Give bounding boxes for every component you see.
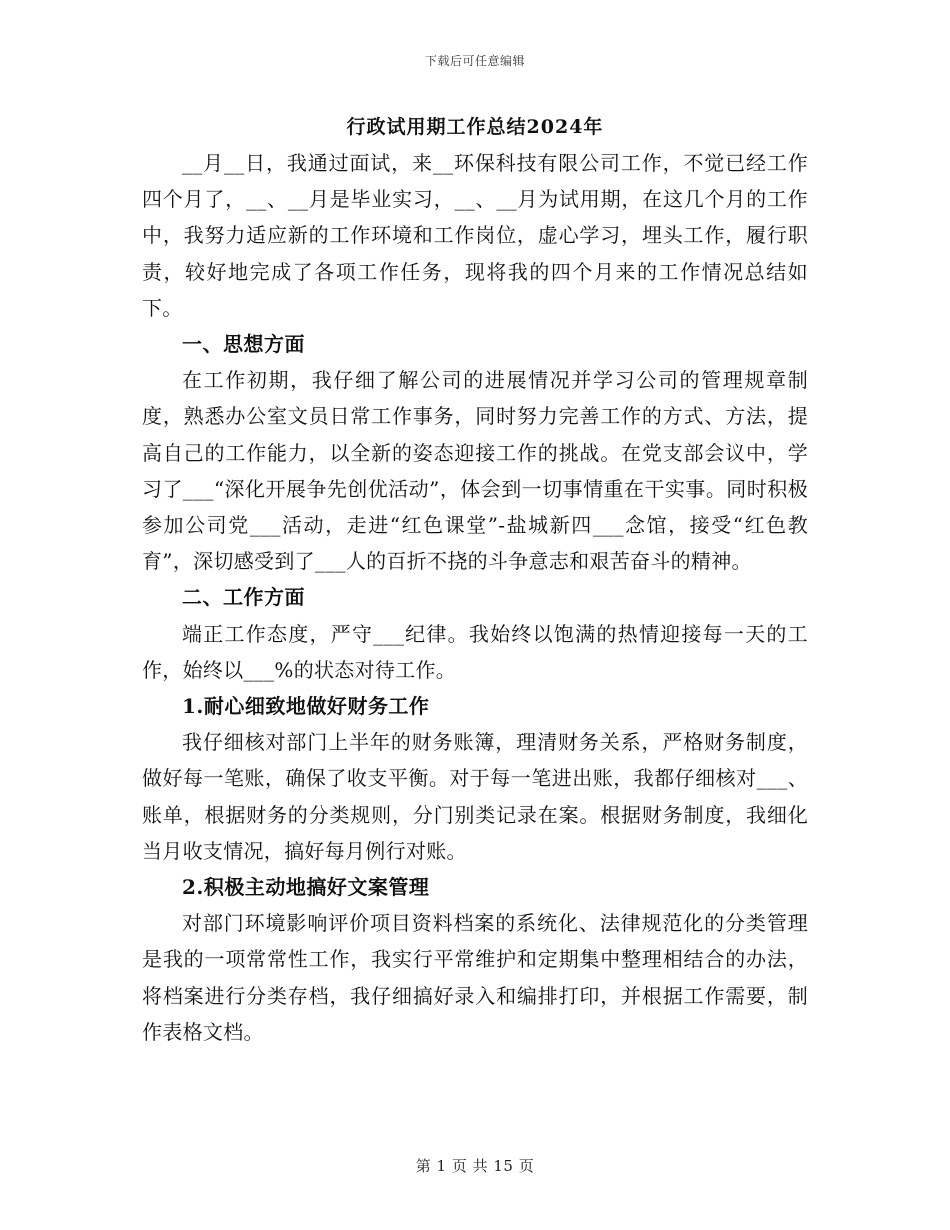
header-note: 下载后可任意编辑 [424,54,525,68]
document-body [142,145,808,1050]
section-heading-thought: 一、思想方面 [182,332,305,357]
document-title: 行政试用期工作总结2024年 [346,116,604,138]
page-number-footer: 第 1 页 共 15 页 [415,1157,535,1175]
subsection-paragraph-archive: 对部门环境影响评价项目资料档案的系统化、法律规范化的分类管理是我的一项常常性工作，我实行平常维护和定期集中整理相结合的办法，将档案进行分类存档，我仔细搞好录入和编排打印，并根据工作需要，制作表格文档。 [142,911,808,1044]
subsection-paragraph-finance: 我仔细核对部门上半年的财务账簿，理清财务关系，严格财务制度，做好每一笔账，确保了收支平衡。对于每一笔进出账，我都仔细核对___、账单，根据财务的分类规则，分门别类记录在案。根据财务制度，我细化当月收支情况，搞好每月例行对账。 [142,730,808,863]
subsection-heading-finance: 1.耐心细致地做好财务工作 [182,694,430,719]
intro-paragraph: __月__日，我通过面试，来__环保科技有限公司工作，不觉已经工作四个月了，__、__月是毕业实习，__、__月为试用期，在这几个月的工作中，我努力适应新的工作环境和工作岗位，虚心学习，埋头工作，履行职责，较好地完成了各项工作任务，现将我的四个月来的工作情况总结如下。 [142,151,808,320]
section-paragraph-thought: 在工作初期，我仔细了解公司的进展情况并学习公司的管理规章制度，熟悉办公室文员日常工作事务，同时努力完善工作的方式、方法，提高自己的工作能力，以全新的姿态迎接工作的挑战。在党支部会议中，学习了___“深化开展争先创优活动”，体会到一切事情重在干实事。同时积极参加公司党___活动，走进“红色课堂”-盐城新四___念馆，接受“红色教育”，深切感受到了___人的百折不挠的斗争意志和艰苦奋斗的精神。 [142,368,808,574]
section-paragraph-work: 端正工作态度，严守___纪律。我始终以饱满的热情迎接每一天的工作，始终以___%的状态对待工作。 [142,621,808,682]
section-heading-work: 二、工作方面 [182,585,305,610]
subsection-heading-archive: 2.积极主动地搞好文案管理 [182,875,430,900]
